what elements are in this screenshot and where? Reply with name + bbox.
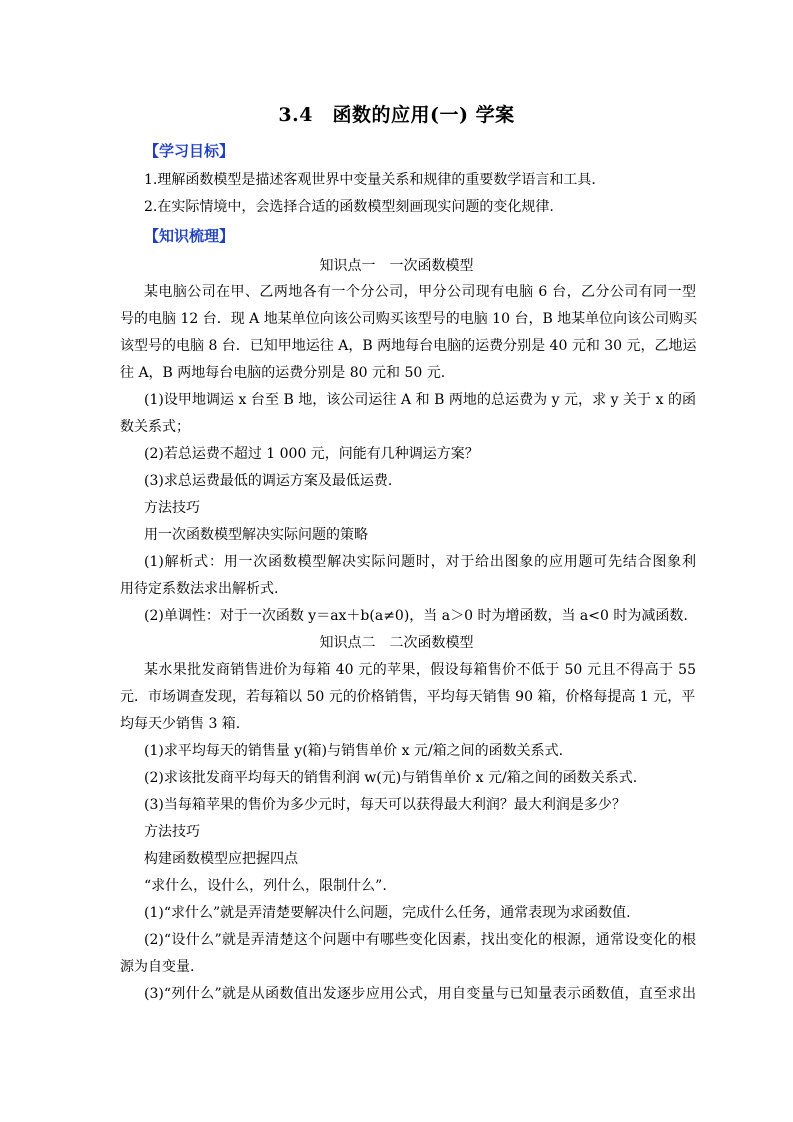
section-heading-review: 【知识梳理】: [144, 227, 235, 245]
method-label: 方法技巧: [144, 500, 200, 516]
question-line: (1)设甲地调运 x 台至 B 地，该公司运往 A 和 B 两地的总运费为 y 元，求 y 关于 x 的函: [144, 392, 696, 408]
knowledge-point-2-title: 知识点二 二次函数模型: [319, 635, 474, 651]
method-line: (3)“列什么”就是从函数值出发逐步应用公式，用自变量与已知量表示函数值，直至求出: [144, 986, 696, 1002]
method-line: 用待定系数法求出解析式.: [120, 581, 279, 597]
method-label: 方法技巧: [144, 824, 200, 840]
section-heading-goals: 【学习目标】: [144, 142, 235, 160]
goal-item: 2.在实际情境中，会选择合适的函数模型刻画现实问题的变化规律.: [144, 199, 554, 215]
method-line: 源为自变量.: [120, 959, 195, 975]
problem-line: 元．市场调查发现，若每箱以 50 元的价格销售，平均每天销售 90 箱，价格每提高 1 元，平: [120, 689, 696, 705]
problem-line: 某电脑公司在甲、乙两地各有一个分公司，甲分公司现有电脑 6 台，乙分公司有同一型: [144, 284, 696, 300]
method-title: 用一次函数模型解决实际问题的策略: [144, 527, 368, 543]
problem-line: 号的电脑 12 台．现 A 地某单位向该公司购买该型号的电脑 10 台，B 地某单位向该公司购买: [120, 311, 698, 327]
question-line: (1)求平均每天的销售量 y(箱)与销售单价 x 元/箱之间的函数关系式.: [144, 743, 564, 759]
method-line: (2)“设什么”就是弄清楚这个问题中有哪些变化因素，找出变化的根源，通常设变化的根: [144, 932, 696, 948]
method-title: 构建函数模型应把握四点: [144, 851, 298, 867]
knowledge-point-1-title: 知识点一 一次函数模型: [319, 258, 474, 274]
question-line: (2)若总运费不超过 1 000 元，问能有几种调运方案？: [144, 446, 479, 462]
page-title: 3.4 函数的应用(一) 学案: [278, 104, 515, 126]
problem-line: 某水果批发商销售进价为每箱 40 元的苹果，假设每箱售价不低于 50 元且不得高于 55: [144, 662, 696, 678]
method-line: (1)解析式：用一次函数模型解决实际问题时，对于给出图象的应用题可先结合图象利: [144, 554, 696, 570]
question-line: (2)求该批发商平均每天的销售利润 w(元)与销售单价 x 元/箱之间的函数关系式.: [144, 770, 638, 786]
method-quote: “求什么，设什么，列什么，限制什么”.: [144, 878, 387, 894]
problem-line: 该型号的电脑 8 台．已知甲地运往 A，B 两地每台电脑的运费分别是 40 元和 30 元，乙地运: [120, 338, 697, 354]
method-line: (1)“求什么”就是弄清楚要解决什么问题，完成什么任务，通常表现为求函数值.: [144, 905, 631, 921]
question-line: 数关系式；: [120, 419, 190, 435]
problem-line: 往 A，B 两地每台电脑的运费分别是 80 元和 50 元.: [120, 365, 446, 381]
question-line: (3)求总运费最低的调运方案及最低运费.: [144, 473, 393, 489]
goal-item: 1.理解函数模型是描述客观世界中变量关系和规律的重要数学语言和工具.: [144, 172, 596, 188]
question-line: (3)当每箱苹果的售价为多少元时，每天可以获得最大利润？最大利润是多少？: [144, 797, 626, 813]
problem-line: 均每天少销售 3 箱.: [120, 716, 241, 732]
method-line: (2)单调性：对于一次函数 y＝ax＋b(a≠0)，当 a＞0 时为增函数，当 a<0 时为减函数.: [144, 608, 688, 624]
